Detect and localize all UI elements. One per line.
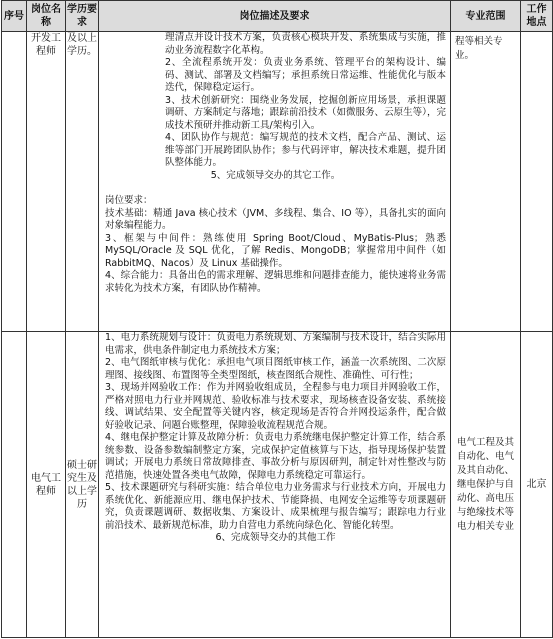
desc-gap [105,182,446,195]
desc-line: 2、全流程系统开发：负责业务系统、管理平台的架构设计、编码、测试、部署及文档编写；承担系统日常运维、性能优化与版本迭代，保障稳定运行。 [165,57,446,93]
desc-line: 理清点并设计技术方案，负责核心模块开发、系统集成与实施，推动业务流程数字化革构。 [165,32,446,56]
desc-line: 3、技术创新研究：围绕业务发展，挖掘创新应用场景，承担课题调研、方案制定与落地；跟踪前沿技术（如微服务、云原生等），完成技术预研并推动新工具/架构引入。 [165,94,446,131]
desc-line: 6、完成领导交办的其他工作 [215,532,336,543]
desc-line: 技术基础：精通 Java 核心技术（JVM、多线程、集合、IO 等），具备扎实的面向对象编程能力。 [105,207,446,231]
job-table [1,0,553,638]
desc-line: 1、电力系统规划与设计：负责电力系统规划、方案编制与技术设计，结合实际用电需求，供电条件制定电力系统技术方案； [105,332,446,356]
row1-no-cell [2,32,27,332]
row1-location-cell [521,32,553,332]
row1-education: 及以上学历。 [66,32,99,332]
desc-line: 4、继电保护整定计算及故障分析：负责电力系统继电保护整定计算工作，结合系统参数、设备参数编制整定方案，完成保护定值核算与下达，指导现场保护装置调试；开展电力系统日常故障排查、事故分析与原因研判，制定针对性整改与防范措施，快速处置各类电气故障，保障电力系统稳定可靠运行。 [105,432,446,481]
desc-line: 2、电气图纸审核与优化：承担电气项目图纸审核工作，涵盖一次系统图、二次原理图、接线图、布置图等全类型图纸，核查图纸合规性、准确性、可行性； [105,357,446,381]
row2-position-name: 电气工程师 [27,332,66,638]
header-description: 岗位描述及要求 [99,1,451,32]
desc-line: 4、综合能力：具备出色的需求理解、逻辑思维和问题排查能力，能快速将业务需求转化为技术方案，有团队协作精神。 [105,270,446,294]
header-education: 学历要求 [66,1,99,32]
header-major: 专业范围 [451,1,521,32]
desc-line: 5、技术课题研究与科研实施：结合单位电力业务需求与行业技术方向，开展电力系统优化、新能源应用、继电保护技术、节能降损、电网安全运维等专项课题研究，负责课题调研、数据收集、方案设计、成果梳理与报告编写；跟踪电力行业前沿技术、最新规范标准，助力自营电力系统向绿色化、智能化转型。 [105,482,446,531]
header-no: 序号 [2,1,27,32]
row1-major: 程等相关专业。 [451,32,521,332]
row2-major: 电气工程及其自动化、电气及其自动化、继电保护与自动化、高电压与绝缘技术等电力相关专业 [451,332,521,638]
header-row [2,1,553,32]
row1-position-name: 开发工程师 [27,32,66,332]
desc-line: 4、团队协作与规范：编写规范的技术文档，配合产品、测试、运维等部门开展跨团队协作；参与代码评审，解决技术难题，提升团队整体能力。 [165,132,446,168]
row1-description [99,32,451,332]
table-row [2,32,553,332]
header-position-name: 岗位名称 [27,1,66,32]
row2-location: 北京 [521,332,553,638]
row2-education: 硕士研究生及以上学历 [66,332,99,638]
desc-heading: 岗位要求： [105,195,153,206]
row2-no-cell [2,332,27,638]
desc-line: 3、现场并网验收工作：作为并网验收组成员，全程参与电力项目并网验收工作，严格对照电力行业并网规范、验收标准与技术要求，现场核查设备安装、系统接线、调试结果、安全配置等关键内容，核定现场是否符合并网投运条件，配合做好验收记录、问题台账整理，保障验收流程规范合规。 [105,382,446,431]
header-location: 工作地点 [521,1,553,32]
table-row [2,332,553,638]
row2-description [99,332,451,638]
desc-line: 5、完成领导交办的其它工作。 [210,169,341,181]
desc-line: 3、框架与中间件：熟练使用 Spring Boot/Cloud、MyBatis-Plus；熟悉 MySQL/Oracle 及 SQL 优化，了解 Redis、MongoDB；掌握常用中间件（如 RabbitMQ、Nacos）及 Linux 基础操作。 [105,232,446,269]
